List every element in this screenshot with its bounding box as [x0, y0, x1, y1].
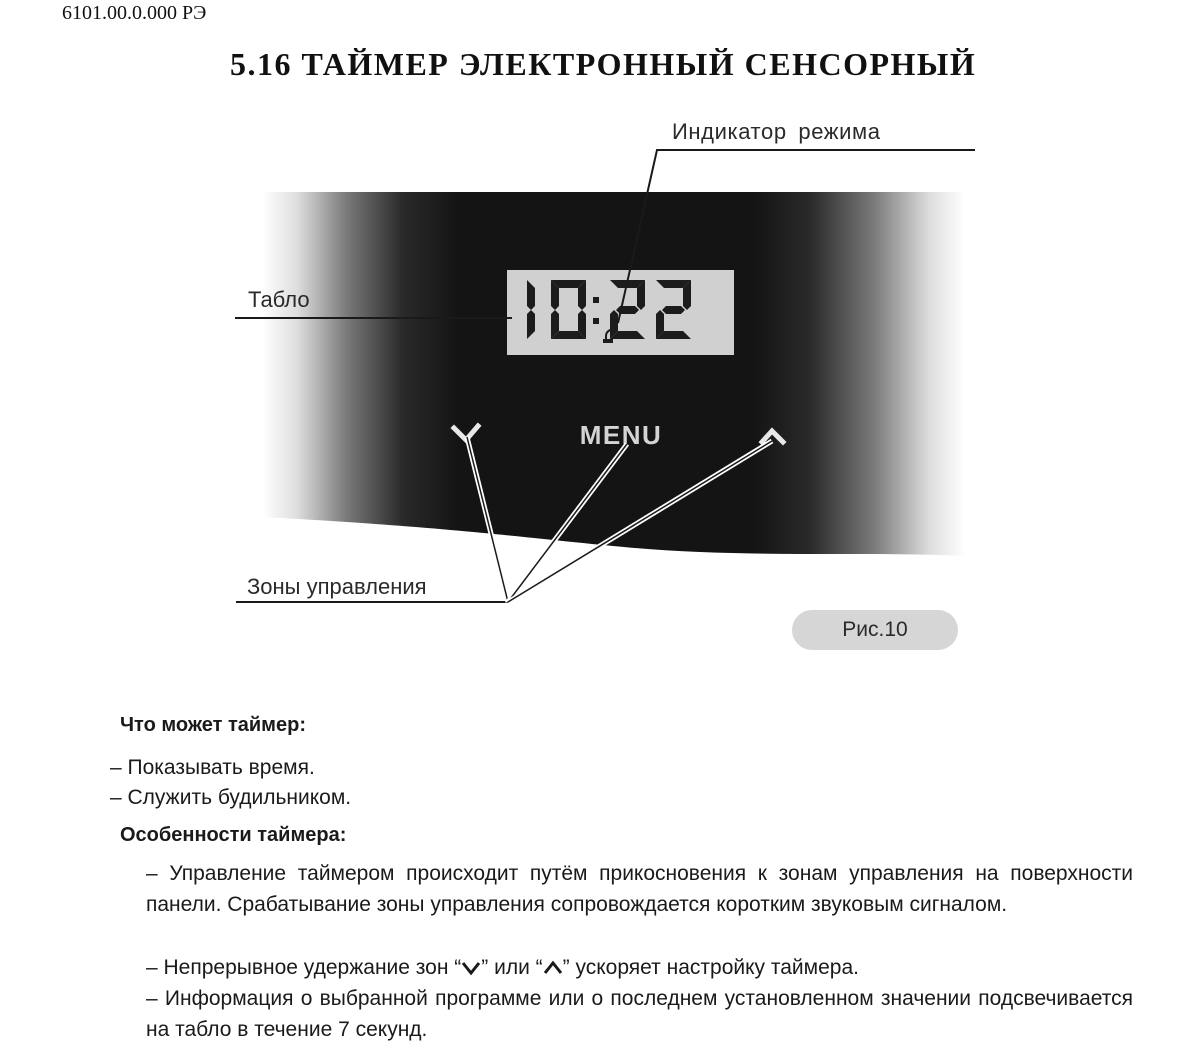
list-item: – Показывать время. — [110, 756, 315, 779]
list-item: – Служить будильником. — [110, 786, 352, 809]
menu-zone-label[interactable]: MENU — [579, 420, 663, 450]
heading-capabilities: Что может таймер: — [120, 714, 306, 736]
paragraph-text: ” или “ — [481, 956, 543, 979]
figure-caption-pill — [792, 610, 958, 650]
figure-caption: Рис.10 — [842, 618, 908, 641]
paragraph-hold-zones — [146, 952, 1133, 985]
callout-display: Табло — [248, 287, 310, 312]
callout-control-zones: Зоны управления — [247, 574, 427, 599]
paragraph-text: – Непрерывное удержание зон “ — [146, 956, 462, 979]
section-title: 5.16 ТАЙМЕР ЭЛЕКТРОННЫЙ СЕНСОРНЫЙ — [230, 46, 977, 82]
document-code: 6101.00.0.000 РЭ — [62, 2, 207, 24]
chevron-up-icon — [543, 954, 563, 985]
heading-features: Особенности таймера: — [120, 824, 347, 846]
paragraph-display-info: – Информация о выбранной программе или о последнем установленном значении подсвечивается на табло в течение 7 секунд. — [146, 987, 1133, 1041]
paragraph-text: ” ускоряет настройку таймера. — [562, 956, 859, 979]
chevron-down-icon — [461, 954, 481, 985]
callout-mode-indicator: Индикатор режима — [672, 119, 881, 144]
control-panel — [262, 192, 965, 556]
paragraph-touch-control: – Управление таймером происходит путём прикосновения к зонам управления на поверхности панели. Срабатывание зоны управления сопровождается коротким звуковым сигналом. — [146, 862, 1133, 916]
